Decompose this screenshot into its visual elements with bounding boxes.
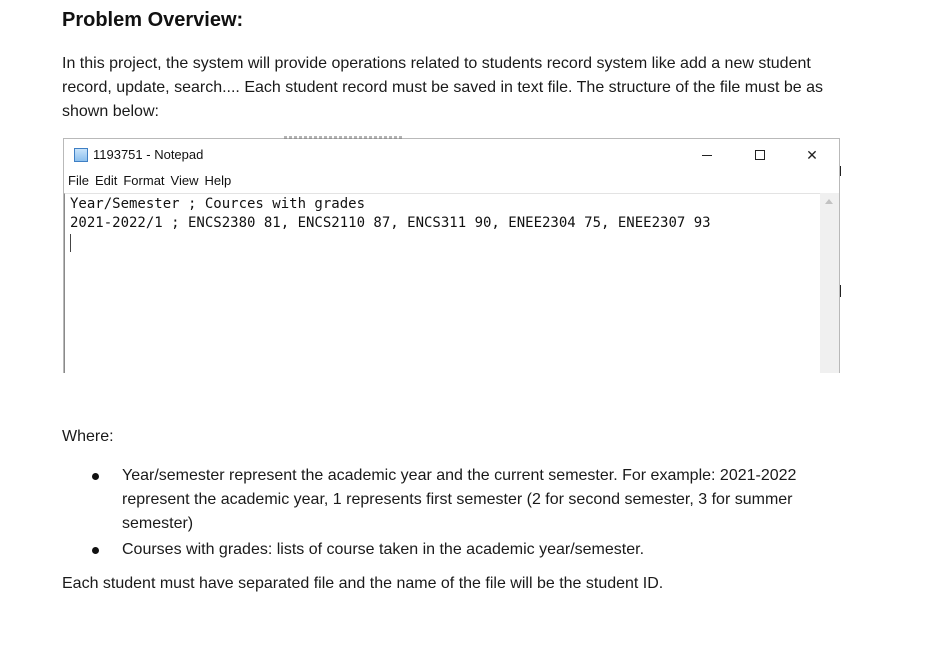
notepad-icon bbox=[74, 148, 88, 162]
notepad-title: 1193751 - Notepad bbox=[93, 147, 204, 162]
closing-paragraph: Each student must have separated file and the name of the file will be the student ID. bbox=[62, 575, 664, 592]
section-heading: Problem Overview: bbox=[62, 9, 244, 31]
where-label: Where: bbox=[62, 428, 114, 445]
maximize-icon bbox=[755, 150, 765, 160]
list-item-text: Courses with grades: lists of course taken in the academic year/semester. bbox=[122, 541, 645, 558]
scroll-up-arrow-icon[interactable] bbox=[825, 199, 833, 204]
window-edge-mark bbox=[840, 166, 841, 176]
list-item-text: Year/semester represent the academic year and the current semester. For example: 2021-2022 represent the academic year, 1 represents first semester (2 for second semester, 3 for summer semester) bbox=[122, 467, 797, 532]
intro-paragraph: In this project, the system will provide operations related to students record system like add a new student record, update, search.... Each student record must be saved in text file. The structure of the file must be as shown below: bbox=[62, 55, 823, 120]
notepad-menubar bbox=[68, 173, 231, 188]
list-item bbox=[62, 464, 842, 536]
minimize-button[interactable] bbox=[684, 143, 730, 167]
window-edge-mark bbox=[840, 285, 841, 297]
close-icon: ✕ bbox=[806, 146, 818, 163]
menu-format[interactable]: Format bbox=[123, 173, 165, 188]
notepad-text-area[interactable] bbox=[64, 193, 820, 373]
notepad-titlebar bbox=[64, 139, 839, 171]
definition-list bbox=[62, 464, 842, 564]
menu-help[interactable]: Help bbox=[204, 173, 232, 188]
menu-file[interactable]: File bbox=[68, 173, 89, 188]
list-item bbox=[62, 538, 842, 562]
notepad-window bbox=[63, 138, 840, 373]
maximize-button[interactable] bbox=[737, 143, 783, 167]
text-line-header: Year/Semester ; Cources with grades bbox=[70, 196, 366, 212]
minimize-icon bbox=[702, 155, 712, 156]
menu-view[interactable]: View bbox=[170, 173, 199, 188]
text-caret bbox=[70, 234, 71, 252]
vertical-scrollbar[interactable] bbox=[820, 193, 839, 373]
bullet-icon bbox=[92, 473, 99, 480]
menu-edit[interactable]: Edit bbox=[94, 173, 118, 188]
text-line-record: 2021-2022/1 ; ENCS2380 81, ENCS2110 87, ENCS311 90, ENEE2304 75, ENEE2307 93 bbox=[70, 215, 711, 231]
bullet-icon bbox=[92, 547, 99, 554]
close-button[interactable] bbox=[789, 143, 835, 167]
